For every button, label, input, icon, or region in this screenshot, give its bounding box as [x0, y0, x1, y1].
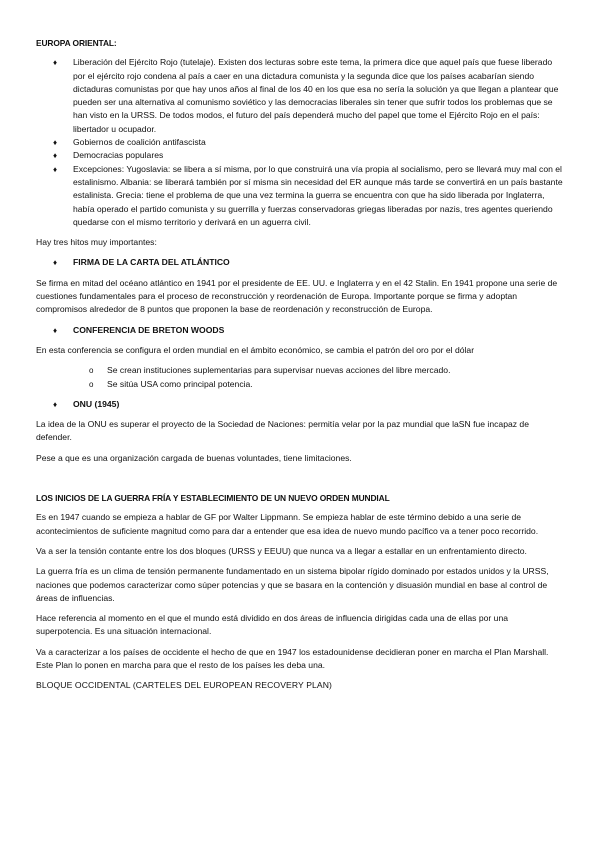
bullet-icon: ♦	[53, 164, 58, 174]
list-item: ♦ Democracias populares	[36, 149, 564, 162]
bullet-icon: ♦	[53, 325, 58, 335]
bretton-sublist	[36, 364, 564, 391]
paragraph: Hace referencia al momento en el que el mundo está dividido en dos áreas de influencia dirigidas cada una de ellas por una superpotencia. Es una situación internacional.	[36, 613, 509, 637]
onu-paragraph-2: Pese a que es una organización cargada de buenas voluntades, tiene limitaciones.	[36, 452, 352, 463]
list-item: ♦ Liberación del Ejército Rojo (tutelaje). Existen dos lecturas sobre este tema, la primera dice que aquel país que fuese liberado por el ejército rojo condena al país a caer en una dictadura comunista y la segunda dice que los países acabarían siendo dictaduras comunistas por que hay unos años al final de los 40 en los que esa no sería la solución ya que llegan a plantear que pueden ser una alternativa al comunismo soviético y las democracias liberales sin tener que sufrir todos los problemas que se han visto en la URSS. De todos modos, el futuro del país dependerá mucho del papel que tome el Ejército Rojo en el país: libertador u ocupador.	[53, 57, 559, 134]
list-item: ♦ Excepciones: Yugoslavia: se libera a sí misma, por lo que construirá una vía propia al socialismo, pero se llevará muy mal con el estalinismo. Albania: se liberará también por sí misma sin necesidad del ER aunque más tarde se convertirá en un país bastante estalinista. Grecia: tiene el problema de que una vez termina la guerra se encuentra con que ha sido liberada por Inglaterra, había operado el partido comunista y su guerrilla y fuerzas conservadoras griegas liberadas por nazis, tres agentes queriendo quedarse con el mismo territorio y derivará en un aguerra civil.	[53, 163, 563, 227]
list-item: ♦ Gobiernos de coalición antifascista	[36, 136, 564, 149]
list-item: o Se crean instituciones suplementarias para supervisar nuevas acciones del libre mercado.	[36, 364, 564, 377]
circle-bullet-icon: o	[89, 366, 94, 376]
bullet-icon: ♦	[53, 399, 58, 409]
onu-paragraph-1: La idea de la ONU es superar el proyecto de la Sociedad de Naciones: permitía velar por la paz mundial que laSN fue incapaz de defender.	[36, 419, 529, 443]
document-body	[36, 37, 564, 700]
paragraph: Es en 1947 cuando se empieza a hablar de GF por Walter Lippmann. Se empieza hablar de este término debido a una serie de acontecimientos de suficiente magnitud como para dar a entender que esa idea de nuevo mundo pacífico va a tener poco recorrido.	[36, 512, 539, 536]
carta-paragraph: Se firma en mitad del océano atlántico en 1941 por el presidente de EE. UU. e Inglaterra y en el 42 Stalin. En 1941 propone una serie de cuestiones fundamentales para el proceso de reconstrucción y reordenación de Europa. Importante porque se firma y adoptan compromisos alrededor de 8 puntos que proponen la base de reordenación y reconstrucción de Europa.	[36, 277, 558, 315]
bretton-paragraph: En esta conferencia se configura el orden mundial en el ámbito económico, se cambia el patrón del oro por el dólar	[36, 344, 475, 355]
europa-oriental-list	[36, 56, 564, 229]
subheading-onu: ♦ ONU (1945)	[36, 398, 564, 411]
bullet-icon: ♦	[53, 138, 58, 148]
subheading-bretton-woods: ♦ CONFERENCIA DE BRETON WOODS	[36, 324, 564, 337]
final-line: BLOQUE OCCIDENTAL (CARTELES DEL EUROPEAN RECOVERY PLAN)	[36, 680, 333, 691]
paragraph: La guerra fría es un clima de tensión permanente fundamentado en un sistema bipolar rígido dominado por estados unidos y la URSS, naciones que podemos caracterizar como súper potencias y que se basara en la contención y disuasión mundial en base al control de áreas de influencias.	[36, 566, 549, 603]
list-item: o Se sitúa USA como principal potencia.	[36, 378, 564, 391]
subheading-carta-atlantico: ♦ FIRMA DE LA CARTA DEL ATLÁNTICO	[36, 256, 564, 269]
intro-paragraph: Hay tres hitos muy importantes:	[36, 237, 157, 248]
section-heading-europa-oriental: EUROPA ORIENTAL:	[36, 38, 117, 48]
bullet-icon: ♦	[53, 258, 58, 268]
section-heading-guerra-fria: LOS INICIOS DE LA GUERRA FRÍA Y ESTABLECIMIENTO DE UN NUEVO ORDEN MUNDIAL	[36, 493, 390, 504]
paragraph: Va a ser la tensión contante entre los dos bloques (URSS y EEUU) que nunca va a llegar a estallar en un enfrentamiento directo.	[36, 545, 527, 556]
circle-bullet-icon: o	[89, 379, 94, 389]
paragraph: Va a caracterizar a los países de occidente el hecho de que en 1947 los estadounidense decidieran poner en marcha el Plan Marshall. Este Plan lo ponen en marcha para que el resto de los países les deba una.	[36, 646, 549, 670]
section-spacer	[36, 472, 564, 492]
bullet-icon: ♦	[53, 58, 58, 68]
bullet-icon: ♦	[53, 151, 58, 161]
